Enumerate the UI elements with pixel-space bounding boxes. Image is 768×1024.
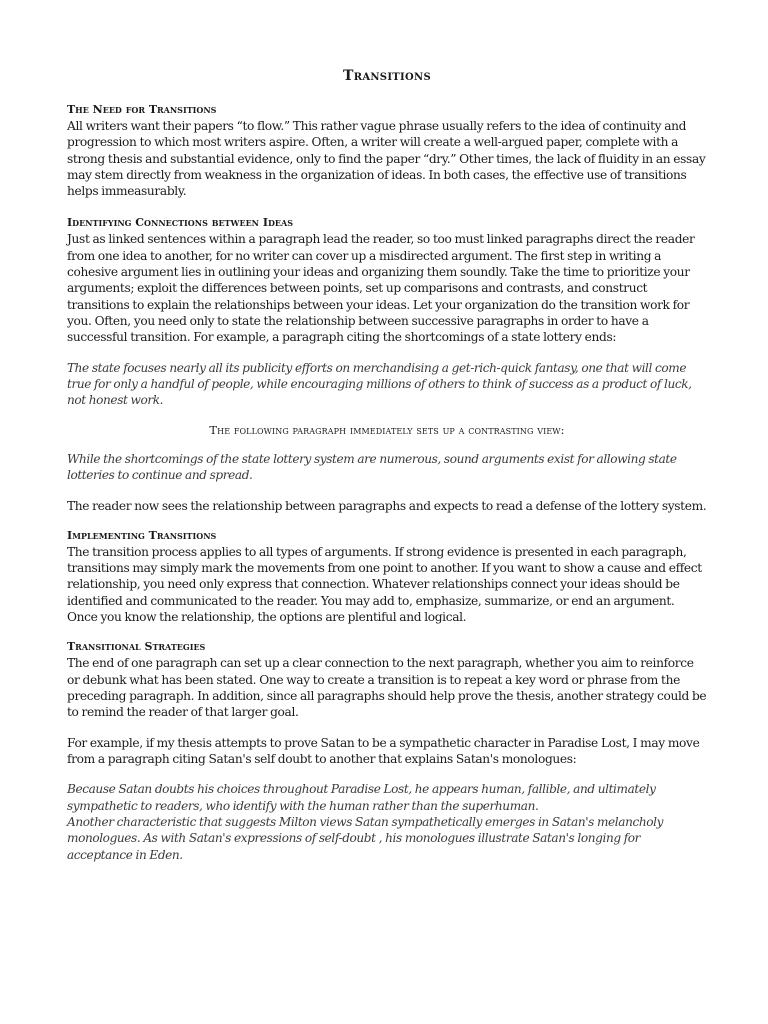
section-heading-implementing: Implementing Transitions xyxy=(67,528,217,542)
document-page xyxy=(67,68,707,863)
example-lottery-defense: While the shortcomings of the state lottery system are numerous, sound arguments exist for allowing state lotteries to continue and spread. xyxy=(67,451,677,483)
paragraph-identifying: Just as linked sentences within a paragraph lead the reader, so too must linked paragraphs direct the reader from one idea to another, for no writer can cover up a misdirected argument. The first step in writing a cohesive argument lies in outlining your ideas and organizing them soundly. Take the time to prioritize your arguments; exploit the differences between points, set up comparisons and contrasts, and construct transitions to explain the relationships between your ideas. Let your organization do the transition work for you. Often, you need only to state the relationship between successive paragraphs in order to have a successful transition. For example, a paragraph citing the shortcomings of a state lottery ends: xyxy=(67,232,695,345)
example-satan-doubt: Because Satan doubts his choices throughout Paradise Lost, he appears human, fallible, and ultimately sympathetic to readers, who identify with the human rather than the superhuman. xyxy=(67,782,656,813)
paragraph-followup: The reader now sees the relationship between paragraphs and expects to read a defense of the lottery system. xyxy=(67,498,707,513)
section-heading-identifying: Identifying Connections between Ideas xyxy=(67,216,293,230)
contrast-note: The following paragraph immediately sets up a contrasting view: xyxy=(209,422,565,437)
example-satan-monologues: Another characteristic that suggests Milton views Satan sympathetically emerges in Satan's melancholy monologues. As with Satan's expressions of self-doubt , his monologues illustrate Satan's longing for acceptance in Eden. xyxy=(67,814,664,862)
page-title: Transitions xyxy=(342,68,432,84)
section-heading-strategies: Transitional Strategies xyxy=(67,640,206,654)
paragraph-need: All writers want their papers “to flow.” This rather vague phrase usually refers to the idea of continuity and progression to which most writers aspire. Often, a writer will create a well-argued paper, complete with a strong thesis and substantial evidence, only to find the paper “dry.” Other times, the lack of fluidity in an essay may stem directly from weakness in the organization of ideas. In both cases, the effective use of transitions helps immeasurably. xyxy=(67,119,706,199)
example-lottery-shortcomings: The state focuses nearly all its publicity efforts on merchandising a get-rich-quick fantasy, one that will come true for only a handful of people, while encouraging millions of others to think of success as a product of luck, not honest work. xyxy=(67,360,692,408)
paragraph-strategies: The end of one paragraph can set up a clear connection to the next paragraph, whether you aim to reinforce or debunk what has been stated. One way to create a transition is to repeat a key word or phrase from the preceding paragraph. In addition, since all paragraphs should help prove the thesis, another strategy could be to remind the reader of that larger goal. xyxy=(67,656,707,720)
paragraph-implementing: The transition process applies to all types of arguments. If strong evidence is presented in each paragraph, transitions may simply mark the movements from one point to another. If you want to show a cause and effect relationship, you need only express that connection. Whatever relationships connect your ideas should be identified and communicated to the reader. You may add to, emphasize, summarize, or end an argument. Once you know the relationship, the options are plentiful and logical. xyxy=(67,544,702,625)
paragraph-example-intro: For example, if my thesis attempts to prove Satan to be a sympathetic character in Paradise Lost, I may move from a paragraph citing Satan's self doubt to another that explains Satan's monologues: xyxy=(67,735,700,766)
section-heading-need: The Need for Transitions xyxy=(67,103,217,116)
